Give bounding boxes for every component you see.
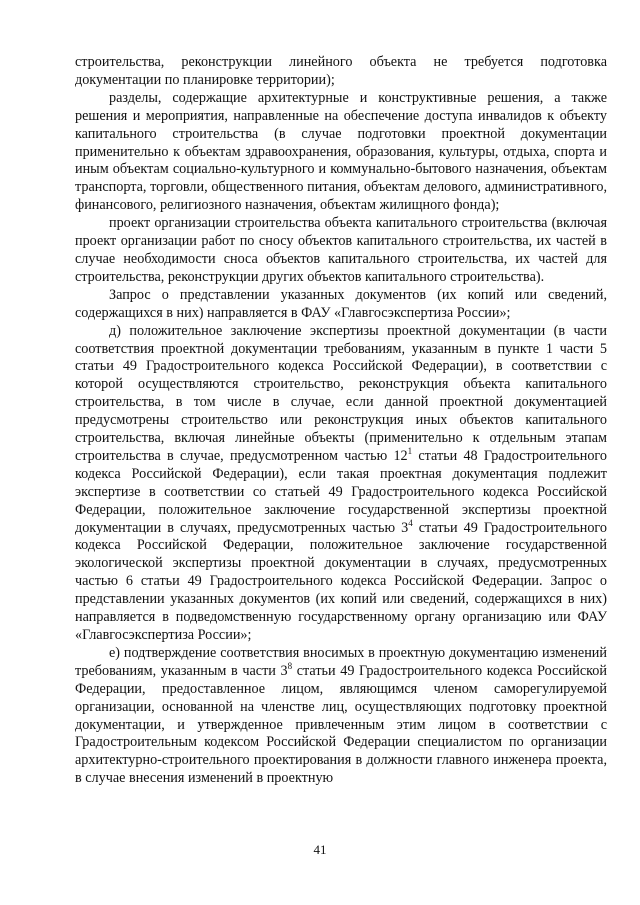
paragraph-text: д) положительное заключение экспертизы проектной документации (в части соответствия проектной документации требованиям, указанным в пункте 1 части 5 статьи 49 Градостроительного кодекса Российской Федерации), в соответствии с которой осуществляются строительство, реконструкция объекта капитального строительства, в том числе в случае, если данной проектной документацией предусмотрены строительство или реконструкция иных объектов капитального строительства, включая линейные объекты (применительно к отдельным этапам строительства в случае, предусмотренном частью 12 — [75, 322, 607, 464]
superscript: 1 — [407, 445, 413, 456]
paragraph-text: е) подтверждение соответствия вносимых в проектную документацию изменений требованиям, указанным в части 3 — [75, 644, 607, 679]
paragraph-6 — [75, 645, 607, 788]
paragraph-3 — [75, 215, 607, 287]
paragraph-text: статьи 49 Градостроительного кодекса Российской Федерации, положительное заключение государственной экологической экспертизы проектной документации в случаях, предусмотренных частью 6 статьи 49 Градостроительного кодекса Российской Федерации. Запрос о представлении указанных документов (их копий или сведений, содержащихся в них) направляется в подведомственную государственному органу организацию или ФАУ «Главгосэкспертиза России»; — [75, 519, 607, 643]
paragraph-text: проект организации строительства объекта капитального строительства (включая проект организации работ по сносу объектов капитального строительства, их частей в случае необходимости сноса объектов капитального строительства, их частей для строительства, реконструкции других объектов капитального строительства). — [75, 215, 607, 285]
document-body — [75, 54, 607, 788]
paragraph-text: статьи 49 Градостроительного кодекса Российской Федерации, предоставленное лицом, являющимся членом саморегулируемой организации, основанной на членстве лиц, осуществляющих подготовку проектной документации, и утвержденное привлеченным этим лицом в соответствии с Градостроительным кодексом Российской Федерации специалистом по организации архитектурно-строительного проектирования в должности главного инженера проекта, в случае внесения изменений в проектную — [75, 662, 607, 787]
paragraph-5 — [75, 323, 607, 645]
paragraph-text: разделы, содержащие архитектурные и конструктивные решения, а также решения и мероприятия, направленные на обеспечение доступа инвалидов к объекту капитального строительства (в случае подготовки проектной документации применительно к объектам здравоохранения, образования, культуры, отдыха, спорта и иным объектам социально-культурного и коммунально-бытового назначения, объектам транспорта, торговли, общественного питания, объектам делового, административного, финансового, религиозного назначения, объектам жилищного фонда); — [75, 89, 607, 214]
paragraph-2 — [75, 90, 607, 215]
paragraph-1 — [75, 54, 607, 90]
paragraph-4 — [75, 287, 607, 323]
paragraph-text: строительства, реконструкции линейного объекта не требуется подготовка документации по планировке территории); — [75, 54, 607, 88]
superscript: 8 — [287, 660, 293, 671]
paragraph-text: статьи 48 Градостроительного кодекса Российской Федерации), если такая проектная документация подлежит экспертизе в соответствии со статьей 49 Градостроительного кодекса Российской Федерации, положительное заключение государственной экспертизы проектной документации в случаях, предусмотренных частью 3 — [75, 447, 607, 536]
paragraph-text: Запрос о представлении указанных документов (их копий или сведений, содержащихся в них) направляется в ФАУ «Главгосэкспертиза России»; — [75, 286, 607, 321]
superscript: 4 — [408, 517, 413, 528]
page-number: 41 — [313, 842, 327, 857]
